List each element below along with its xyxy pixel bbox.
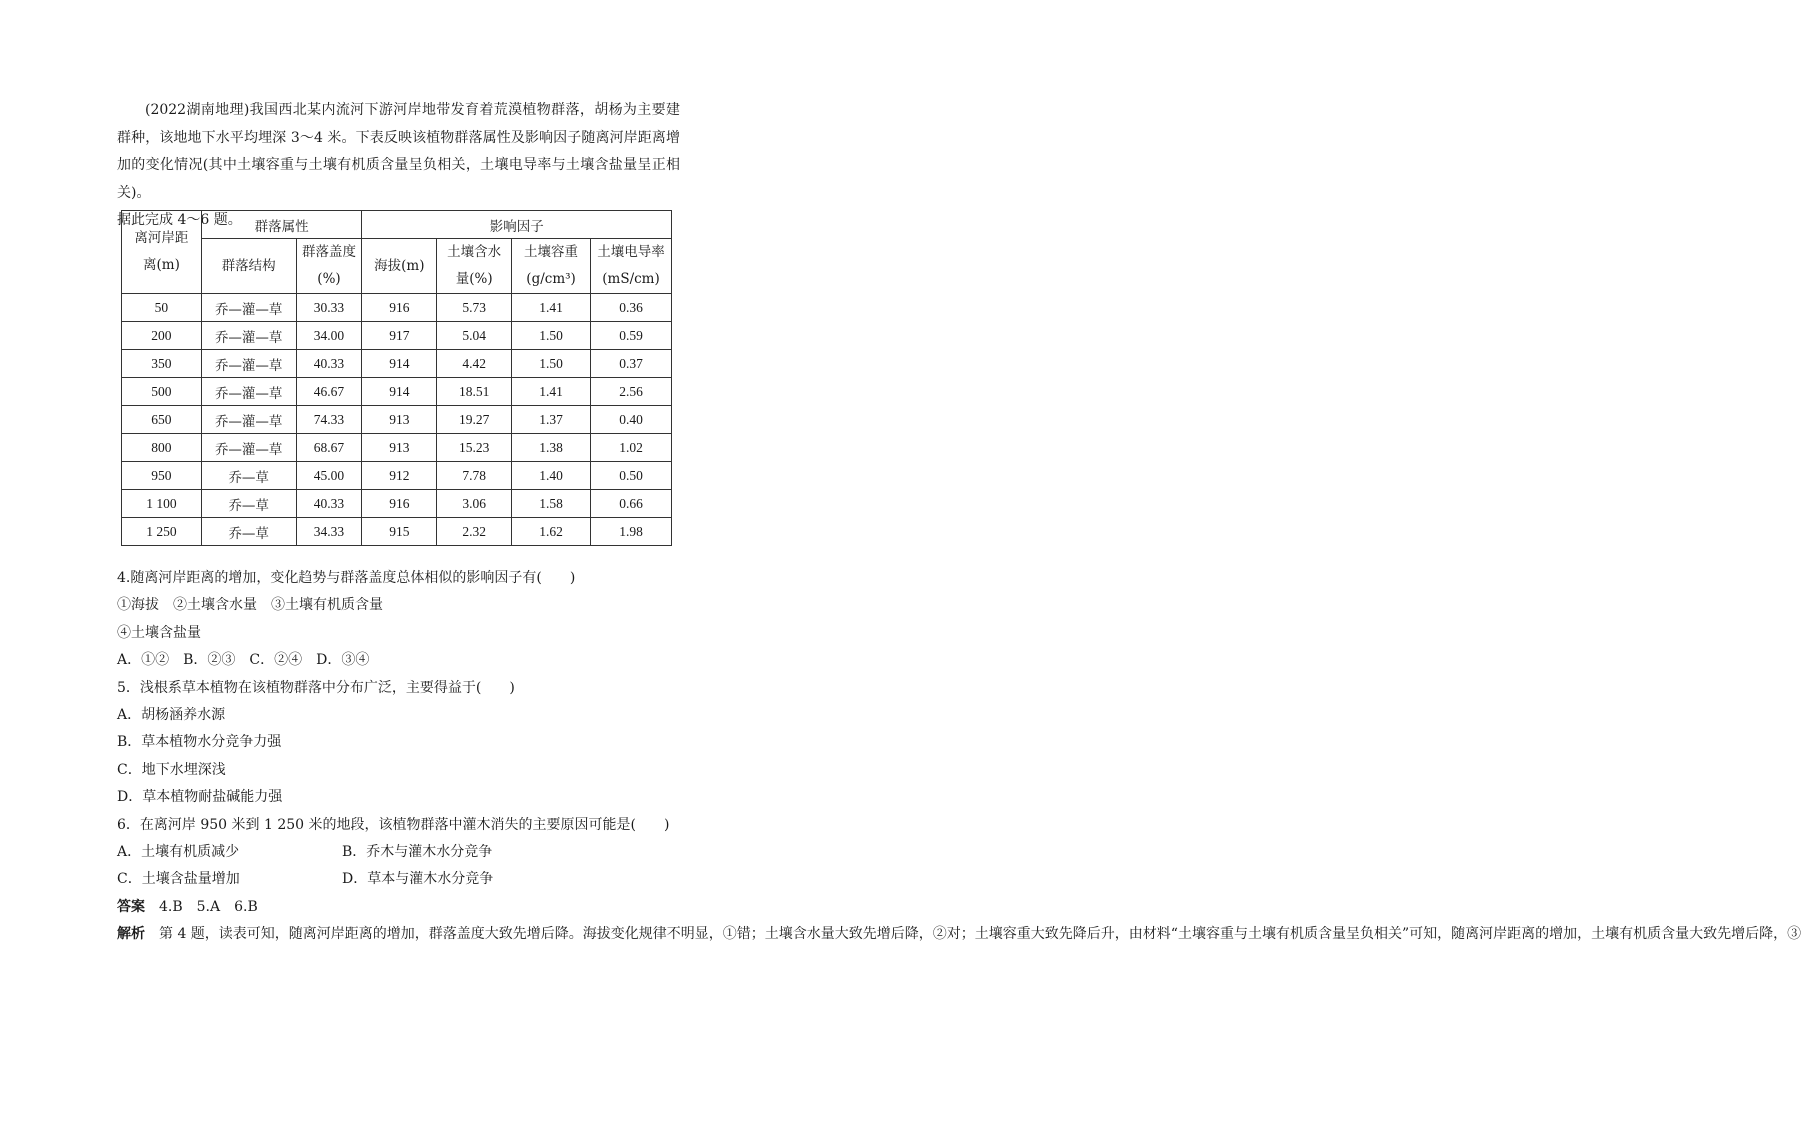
table-row xyxy=(122,350,672,378)
analysis-text: 第 4 题，读表可知，随离河岸距离的增加，群落盖度大致先增后降。海拔变化规律不明显，①错；土壤含水量大致先增后降，②对；土壤容重大致先降后升，由材料“土壤容重与土壤有机质含量呈负相关”可知，随离河岸距离的增加，土壤有机质含量大致先增后降，③ xyxy=(145,926,1801,943)
q6-options-row1 xyxy=(117,839,687,866)
cell-distance: 1 250 xyxy=(122,518,202,546)
cell-conductivity: 0.36 xyxy=(591,294,672,322)
q5-option-c: C．地下水埋深浅 xyxy=(117,761,226,778)
header-altitude: 海拔(m) xyxy=(362,239,437,294)
table-row xyxy=(122,378,672,406)
q5-option-a: A．胡杨涵养水源 xyxy=(117,707,226,724)
cell-structure: 乔—灌—草 xyxy=(201,350,296,378)
header-density: 土壤容重(g/cm³) xyxy=(512,239,591,294)
cell-coverage: 34.33 xyxy=(296,518,362,546)
cell-coverage: 40.33 xyxy=(296,350,362,378)
cell-conductivity: 1.98 xyxy=(591,518,672,546)
header-coverage: 群落盖度(%) xyxy=(296,239,362,294)
cell-structure: 乔—灌—草 xyxy=(201,378,296,406)
cell-coverage: 46.67 xyxy=(296,378,362,406)
cell-distance: 500 xyxy=(122,378,202,406)
cell-moisture: 15.23 xyxy=(437,434,512,462)
analysis-paragraph xyxy=(117,921,1801,948)
cell-altitude: 916 xyxy=(362,294,437,322)
cell-density: 1.62 xyxy=(512,518,591,546)
cell-coverage: 45.00 xyxy=(296,462,362,490)
header-distance: 离河岸距离(m) xyxy=(122,211,202,294)
q6-options-row2 xyxy=(117,866,687,893)
cell-altitude: 914 xyxy=(362,350,437,378)
header-community-group: 群落属性 xyxy=(201,211,362,239)
q4-items: ①海拔 ②土壤含水量 ③土壤有机质含量 xyxy=(117,597,383,614)
cell-moisture: 3.06 xyxy=(437,490,512,518)
cell-density: 1.50 xyxy=(512,350,591,378)
answer-label: 答案 xyxy=(117,898,145,915)
q6-stem: 6．在离河岸 950 米到 1 250 米的地段，该植物群落中灌木消失的主要原因可能是( ) xyxy=(117,816,670,833)
answer-text: 4.B 5.A 6.B xyxy=(145,898,258,915)
cell-altitude: 913 xyxy=(362,434,437,462)
cell-conductivity: 0.37 xyxy=(591,350,672,378)
table-row xyxy=(122,490,672,518)
q4-stem: 4.随离河岸距离的增加，变化趋势与群落盖度总体相似的影响因子有( ) xyxy=(117,570,576,586)
cell-altitude: 912 xyxy=(362,462,437,490)
cell-density: 1.50 xyxy=(512,322,591,350)
cell-density: 1.37 xyxy=(512,406,591,434)
q4-item4: ④土壤含盐量 xyxy=(117,624,201,641)
answer-line xyxy=(117,894,687,921)
cell-structure: 乔—灌—草 xyxy=(201,434,296,462)
cell-density: 1.40 xyxy=(512,462,591,490)
cell-distance: 1 100 xyxy=(122,490,202,518)
table-row xyxy=(122,462,672,490)
cell-conductivity: 0.50 xyxy=(591,462,672,490)
cell-density: 1.41 xyxy=(512,378,591,406)
cell-altitude: 915 xyxy=(362,518,437,546)
q5-stem: 5．浅根系草本植物在该植物群落中分布广泛，主要得益于( ) xyxy=(117,679,515,696)
cell-conductivity: 2.56 xyxy=(591,378,672,406)
cell-conductivity: 0.40 xyxy=(591,406,672,434)
header-moisture: 土壤含水量(%) xyxy=(437,239,512,294)
cell-coverage: 40.33 xyxy=(296,490,362,518)
q6-option-b: B．乔木与灌木水分竞争 xyxy=(342,844,493,861)
cell-moisture: 4.42 xyxy=(437,350,512,378)
data-table xyxy=(121,210,672,546)
cell-altitude: 913 xyxy=(362,406,437,434)
cell-distance: 50 xyxy=(122,294,202,322)
cell-moisture: 19.27 xyxy=(437,406,512,434)
q4-options: A．①② B．②③ C．②④ D．③④ xyxy=(117,652,370,669)
cell-coverage: 34.00 xyxy=(296,322,362,350)
table-row xyxy=(122,518,672,546)
cell-structure: 乔—草 xyxy=(201,462,296,490)
cell-distance: 950 xyxy=(122,462,202,490)
cell-coverage: 30.33 xyxy=(296,294,362,322)
material-instruction: 据此完成 4～6 题。 xyxy=(117,212,242,228)
cell-distance: 650 xyxy=(122,406,202,434)
table-row xyxy=(122,294,672,322)
cell-altitude: 914 xyxy=(362,378,437,406)
q6-option-a: A．土壤有机质减少 xyxy=(117,844,240,861)
cell-conductivity: 1.02 xyxy=(591,434,672,462)
q6-option-d: D．草本与灌木水分竞争 xyxy=(342,871,494,888)
cell-coverage: 68.67 xyxy=(296,434,362,462)
cell-density: 1.58 xyxy=(512,490,591,518)
cell-density: 1.41 xyxy=(512,294,591,322)
cell-moisture: 5.04 xyxy=(437,322,512,350)
q5-option-b: B．草本植物水分竞争力强 xyxy=(117,734,282,751)
cell-conductivity: 0.59 xyxy=(591,322,672,350)
cell-conductivity: 0.66 xyxy=(591,490,672,518)
cell-moisture: 7.78 xyxy=(437,462,512,490)
cell-distance: 350 xyxy=(122,350,202,378)
table-row xyxy=(122,406,672,434)
q5-option-d: D．草本植物耐盐碱能力强 xyxy=(117,789,283,806)
q6-option-c: C．土壤含盐量增加 xyxy=(117,871,240,888)
cell-structure: 乔—灌—草 xyxy=(201,406,296,434)
cell-structure: 乔—灌—草 xyxy=(201,322,296,350)
cell-moisture: 5.73 xyxy=(437,294,512,322)
table-body xyxy=(122,294,672,546)
material-paragraph: (2022湖南地理)我国西北某内流河下游河岸地带发育着荒漠植物群落，胡杨为主要建群种，该地地下水平均埋深 3～4 米。下表反映该植物群落属性及影响因子随离河岸距离增加的变化情况(其中土壤容重与土壤有机质含量呈负相关，土壤电导率与土壤含盐量呈正相关)。 xyxy=(117,102,680,201)
header-structure: 群落结构 xyxy=(201,239,296,294)
header-conductivity: 土壤电导率(mS/cm) xyxy=(591,239,672,294)
cell-density: 1.38 xyxy=(512,434,591,462)
cell-moisture: 18.51 xyxy=(437,378,512,406)
header-factors-group: 影响因子 xyxy=(362,211,672,239)
table-row xyxy=(122,322,672,350)
table-row xyxy=(122,434,672,462)
cell-structure: 乔—草 xyxy=(201,490,296,518)
cell-distance: 800 xyxy=(122,434,202,462)
analysis-label: 解析 xyxy=(117,926,145,943)
cell-structure: 乔—灌—草 xyxy=(201,294,296,322)
cell-altitude: 917 xyxy=(362,322,437,350)
cell-structure: 乔—草 xyxy=(201,518,296,546)
cell-moisture: 2.32 xyxy=(437,518,512,546)
questions xyxy=(117,565,1801,949)
cell-distance: 200 xyxy=(122,322,202,350)
cell-altitude: 916 xyxy=(362,490,437,518)
cell-coverage: 74.33 xyxy=(296,406,362,434)
